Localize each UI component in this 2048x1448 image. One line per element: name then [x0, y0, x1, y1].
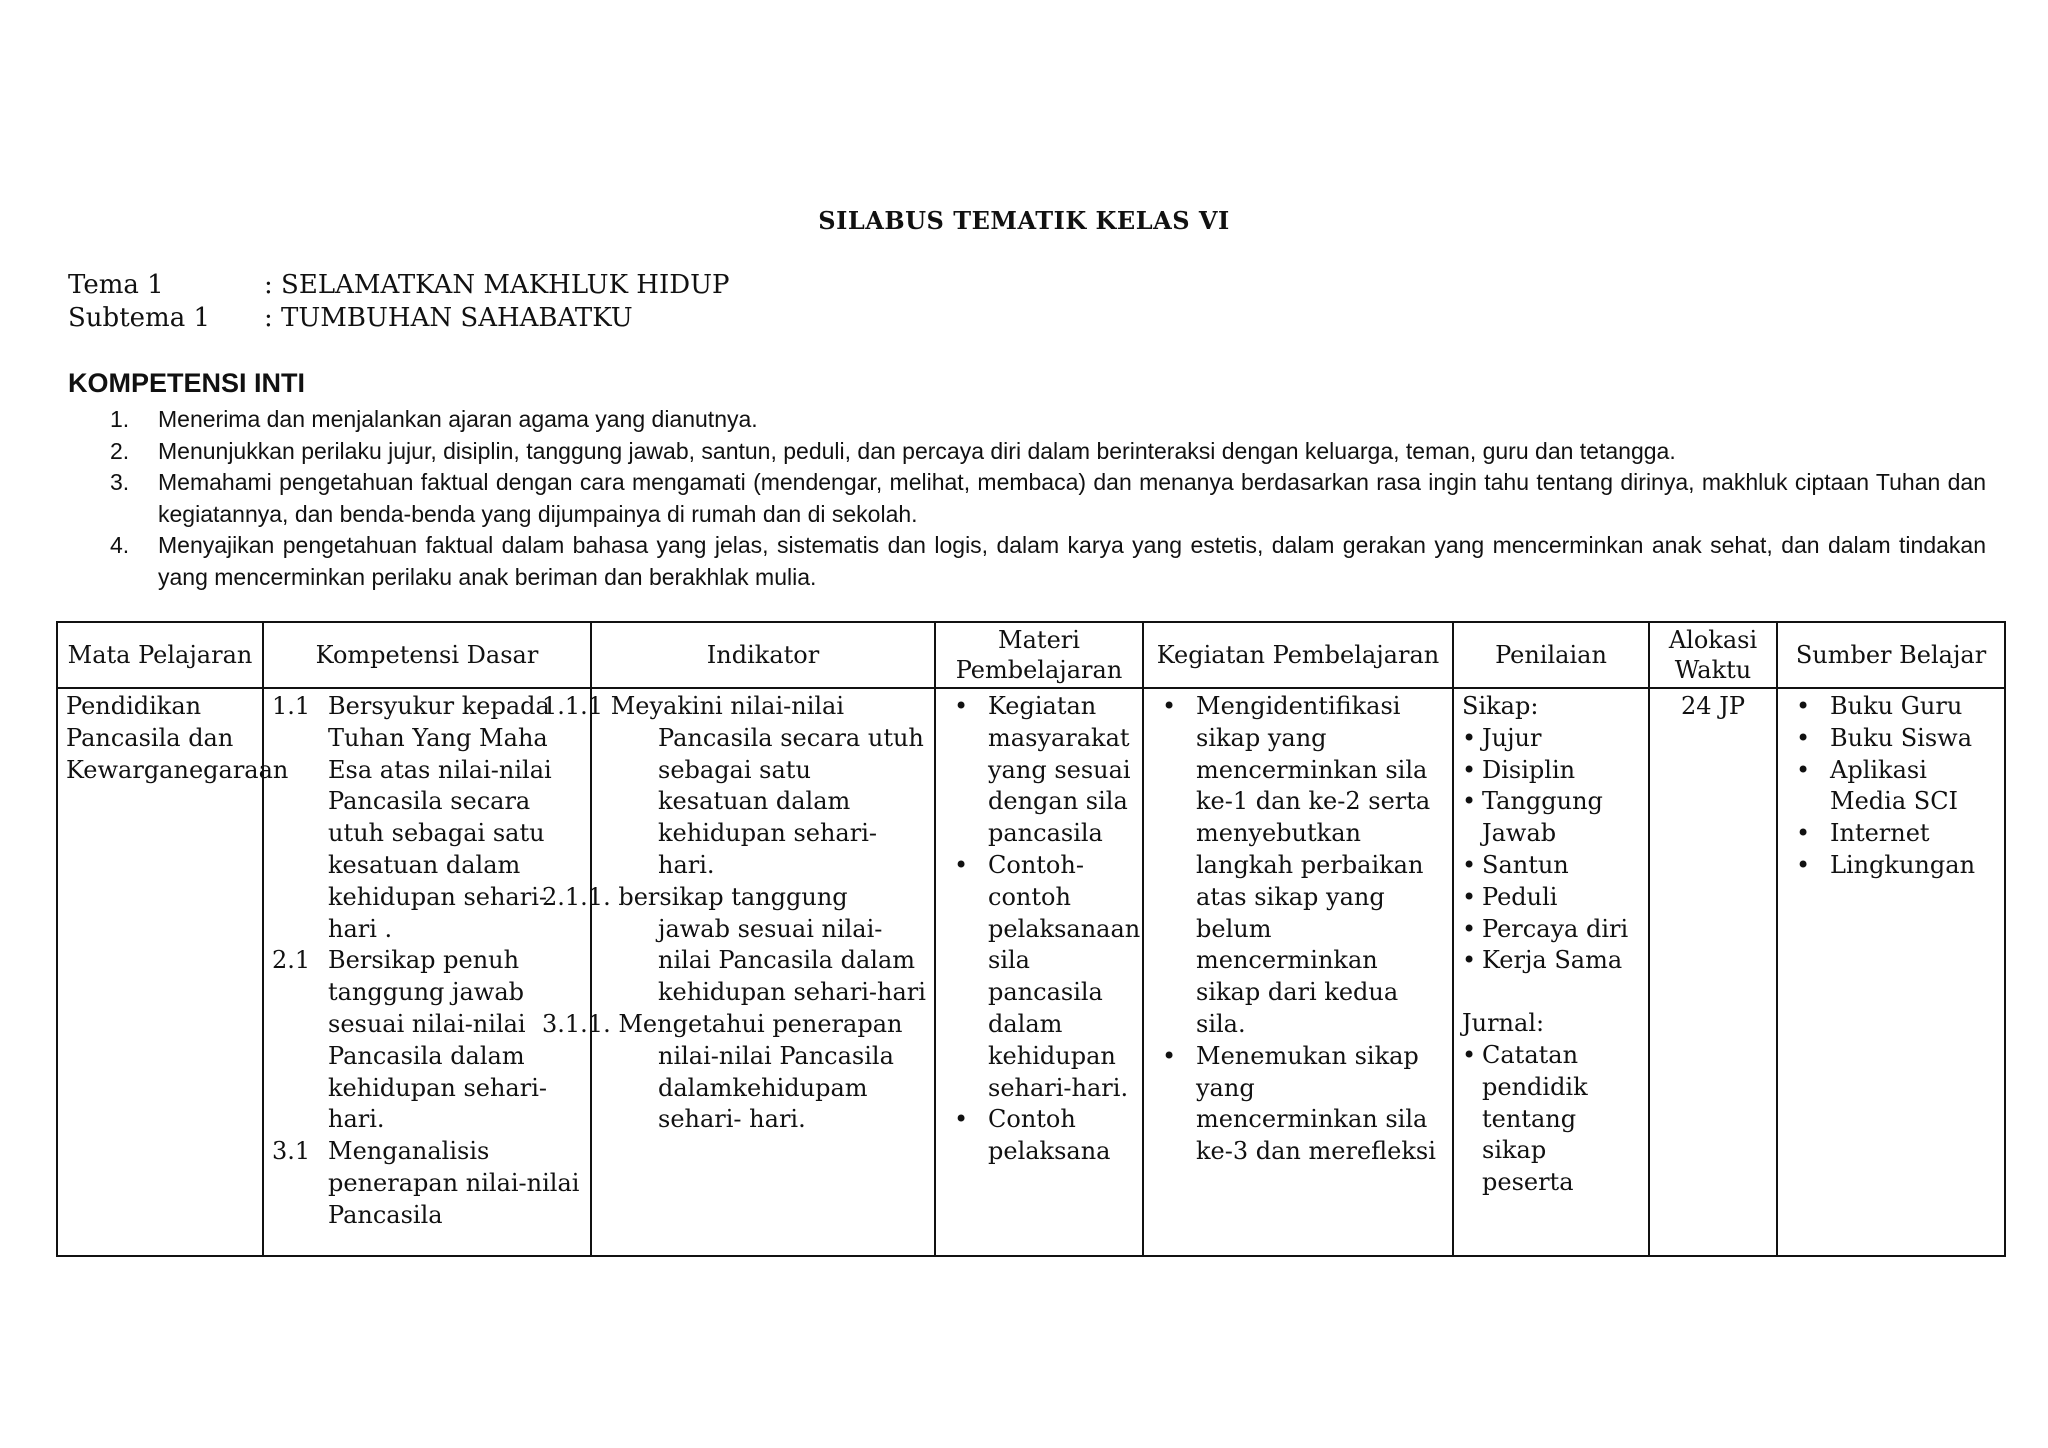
indikator-text: bersikap tanggung jawab sesuai nilai- nilai Pancasila dalam kehidupan sehari-hari [618, 882, 926, 1007]
indikator-item [542, 882, 926, 1009]
tema-value: : SELAMATKAN MAKHLUK HIDUP [264, 270, 730, 300]
subtema-value: : TUMBUHAN SAHABATKU [264, 303, 633, 333]
kd-number: 3.1 [272, 1137, 311, 1166]
ki-number: 2. [110, 437, 130, 464]
jurnal-item: • Catatan pendidik tentang sikap peserta [1462, 1040, 1640, 1199]
header-kegiatan: Kegiatan Pembelajaran [1143, 622, 1453, 688]
kd-item [272, 1136, 582, 1231]
sumber-item: • Internet [1786, 818, 1996, 850]
sumber-item: • Buku Siswa [1786, 723, 1996, 755]
indikator-text: Mengetahui penerapan nilai-nilai Pancasila dalamkehidupam sehari- hari. [618, 1009, 903, 1134]
kd-item [272, 945, 582, 1136]
indikator-number: 3.1.1. [542, 1009, 611, 1038]
header-indikator: Indikator [591, 622, 935, 688]
document-title: SILABUS TEMATIK KELAS VI [818, 206, 1230, 235]
sikap-item: • Percaya diri [1462, 914, 1640, 946]
cell-kegiatan [1143, 688, 1453, 1256]
alokasi-text: 24 JP [1681, 692, 1745, 720]
tema-line [68, 270, 729, 300]
kompetensi-inti-heading: KOMPETENSI INTI [68, 368, 306, 398]
subtema-label: Subtema 1 [68, 303, 210, 333]
indikator-number: 2.1.1. [542, 882, 611, 911]
ki-text: Menerima dan menjalankan ajaran agama yang dianutnya. [158, 406, 758, 432]
sumber-item: • Aplikasi Media SCI [1786, 755, 1996, 819]
indikator-item [542, 691, 926, 882]
header-mata-pelajaran: Mata Pelajaran [57, 622, 263, 688]
materi-list [944, 691, 1141, 1168]
kd-item [272, 691, 582, 945]
ki-item [110, 530, 1986, 593]
kd-text: Bersyukur kepada Tuhan Yang Maha Esa atas nilai-nilai Pancasila secara utuh sebagai satu kesatuan dalam kehidupan sehari-hari . [328, 692, 552, 943]
cell-alokasi [1649, 688, 1777, 1256]
ki-item [110, 467, 1986, 530]
ki-item [110, 436, 1986, 468]
sikap-item: • Jujur [1462, 723, 1640, 755]
ki-item [110, 404, 1986, 436]
header-materi: Materi Pembelajaran [935, 622, 1143, 688]
ki-number: 1. [110, 406, 130, 432]
cell-mata-pelajaran [57, 688, 289, 1256]
jurnal-list [1462, 1040, 1640, 1199]
sikap-list [1462, 723, 1640, 977]
ki-text: Menunjukkan perilaku jujur, disiplin, tanggung jawab, santun, peduli, dan percaya diri dalam berinteraksi dengan keluarga, teman, guru dan tetangga. [158, 437, 1676, 464]
table-row [57, 688, 2005, 1256]
materi-item: • Contoh-contoh pelaksanaan sila pancasila dalam kehidupan sehari-hari. [944, 850, 1134, 1104]
header-alokasi: Alokasi Waktu [1649, 622, 1777, 688]
sumber-item: • Buku Guru [1786, 691, 1996, 723]
sikap-item: • Santun [1462, 850, 1640, 882]
sumber-list [1786, 691, 1996, 882]
header-kompetensi-dasar: Kompetensi Dasar [263, 622, 591, 688]
kegiatan-item: • Menemukan sikap yang mencerminkan sila ke-3 dan merefleksi [1152, 1041, 1444, 1168]
kd-number: 2.1 [272, 946, 311, 975]
ki-number: 4. [110, 532, 130, 558]
jurnal-label: Jurnal: [1462, 1009, 1545, 1038]
materi-item: • Kegiatan masyarakat yang sesuai dengan sila pancasila [944, 691, 1134, 850]
indikator-text: Meyakini nilai-nilai Pancasila secara utuh sebagai satu kesatuan dalam kehidupan sehari-hari. [610, 692, 924, 879]
sikap-item: • Disiplin [1462, 755, 1640, 787]
silabus-table [56, 621, 2006, 1257]
kd-text: Menganalisis penerapan nilai-nilai Pancasila [328, 1137, 580, 1229]
ki-text: Menyajikan pengetahuan faktual dalam bahasa yang jelas, sistematis dan logis, dalam karya yang estetis, dalam gerakan yang mencerminkan anak sehat, dan dalam tindakan yang mencerminkan perilaku anak beriman dan berakhlak mulia. [158, 532, 1986, 590]
kd-text: Bersikap penuh tanggung jawab sesuai nilai-nilai Pancasila dalam kehidupan sehari-hari. [328, 946, 547, 1134]
cell-kompetensi-dasar [263, 688, 591, 1256]
cell-penilaian [1453, 688, 1649, 1256]
header-sumber: Sumber Belajar [1777, 622, 2005, 688]
header-penilaian: Penilaian [1453, 622, 1649, 688]
sikap-item: • Peduli [1462, 882, 1640, 914]
kegiatan-item: • Mengidentifikasi sikap yang mencerminkan sila ke-1 dan ke-2 serta menyebutkan langkah perbaikan atas sikap yang belum mencerminkan sikap dari kedua sila. [1152, 691, 1444, 1041]
ki-text: Memahami pengetahuan faktual dengan cara mengamati (mendengar, melihat, membaca) dan menanya berdasarkan rasa ingin tahu tentang dirinya, makhluk ciptaan Tuhan dan kegiatannya, dan benda-benda yang dijumpainya di rumah dan di sekolah. [158, 469, 1986, 527]
mapel-text: Pendidikan Pancasila dan Kewarganegaraan [66, 692, 289, 784]
ki-number: 3. [110, 469, 130, 495]
sikap-item: • Tanggung Jawab [1462, 786, 1640, 850]
sikap-item: • Kerja Sama [1462, 945, 1640, 977]
indikator-item [542, 1009, 926, 1136]
kegiatan-list [1152, 691, 1444, 1168]
sikap-label: Sikap: [1462, 692, 1539, 720]
kompetensi-inti-list [110, 404, 1986, 593]
cell-indikator [542, 688, 935, 1256]
tema-label: Tema 1 [68, 270, 164, 300]
sumber-item: • Lingkungan [1786, 850, 1996, 882]
indikator-number: 1.1.1 [542, 692, 604, 720]
kd-number: 1.1 [272, 692, 311, 720]
cell-materi [935, 688, 1143, 1256]
cell-sumber [1777, 688, 2005, 1256]
materi-item: • Contoh pelaksana [944, 1104, 1134, 1168]
subtema-line [68, 303, 633, 333]
table-header-row [57, 622, 2005, 688]
